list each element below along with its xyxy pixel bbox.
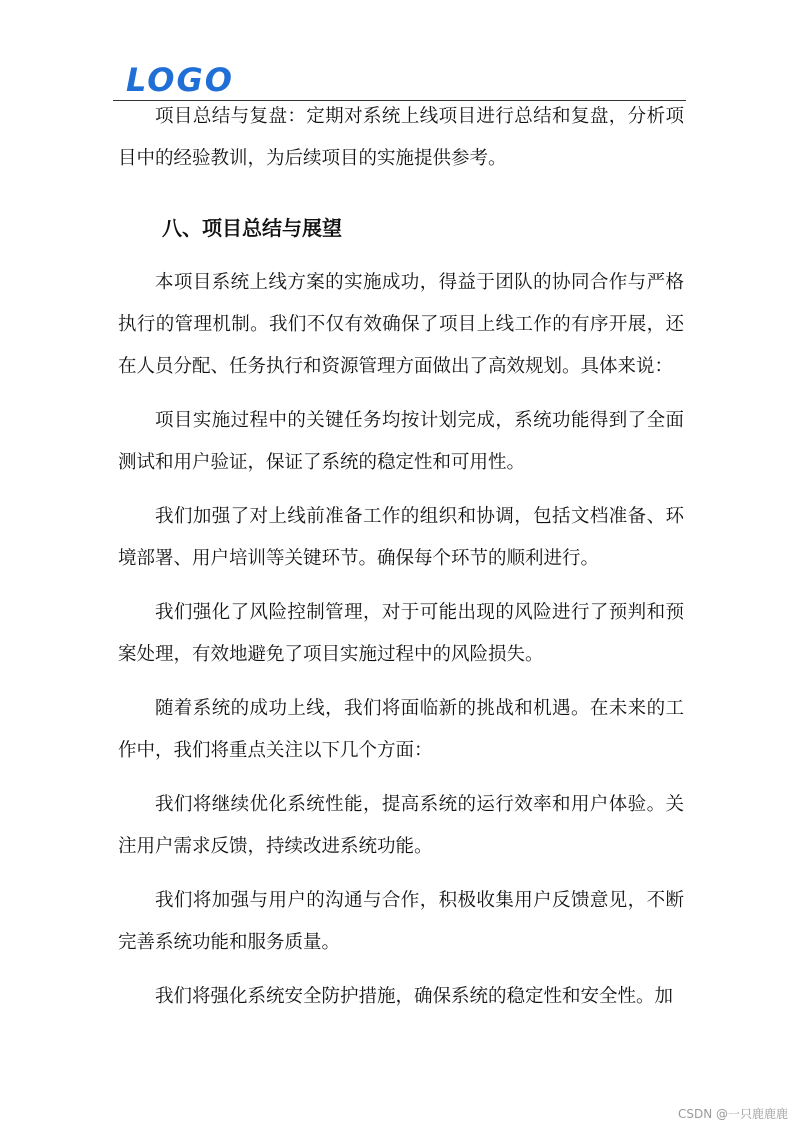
body-paragraph: 我们将强化系统安全防护措施，确保系统的稳定性和安全性。加 <box>155 986 674 1007</box>
logo: LOGO <box>126 61 234 99</box>
body-paragraph: 我们加强了对上线前准备工作的组织和协调，包括文档准备、环境部署、用户培训等关键环节。确保每个环节的顺利进行。 <box>118 506 684 569</box>
body-paragraph: 我们将继续优化系统性能，提高系统的运行效率和用户体验。关注用户需求反馈，持续改进系统功能。 <box>118 794 684 857</box>
body-paragraph: 项目实施过程中的关键任务均按计划完成，系统功能得到了全面测试和用户验证，保证了系统的稳定性和可用性。 <box>118 410 684 473</box>
document-body <box>118 96 684 1030</box>
section-heading: 八、项目总结与展望 <box>162 216 342 240</box>
body-paragraph: 本项目系统上线方案的实施成功，得益于团队的协同合作与严格执行的管理机制。我们不仅有效确保了项目上线工作的有序开展，还在人员分配、任务执行和资源管理方面做出了高效规划。具体来说： <box>118 272 684 377</box>
intro-paragraph: 项目总结与复盘：定期对系统上线项目进行总结和复盘，分析项目中的经验教训，为后续项目的实施提供参考。 <box>118 106 684 169</box>
body-paragraph: 随着系统的成功上线，我们将面临新的挑战和机遇。在未来的工作中，我们将重点关注以下几个方面： <box>118 698 684 761</box>
body-paragraph: 我们强化了风险控制管理，对于可能出现的风险进行了预判和预案处理，有效地避免了项目实施过程中的风险损失。 <box>118 602 684 665</box>
csdn-watermark: CSDN @一只鹿鹿鹿 <box>677 1107 788 1121</box>
body-paragraph: 我们将加强与用户的沟通与合作，积极收集用户反馈意见，不断完善系统功能和服务质量。 <box>118 890 684 953</box>
